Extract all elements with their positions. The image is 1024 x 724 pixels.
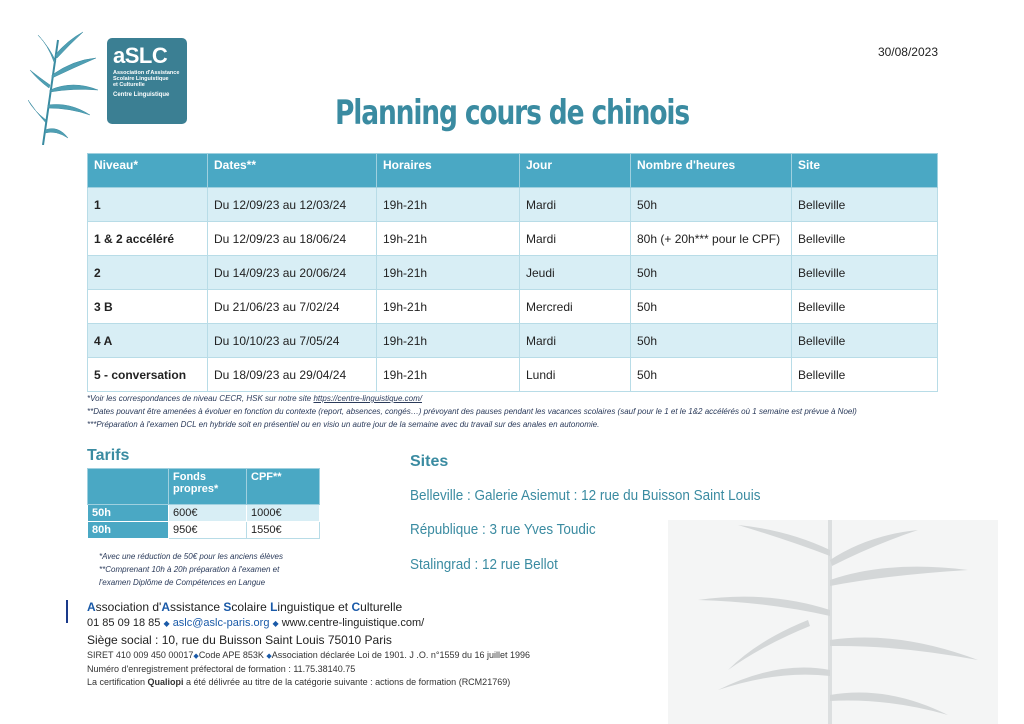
cell-jour: Mardi: [520, 324, 631, 358]
cell-jour: Lundi: [520, 358, 631, 392]
footnote-1-text: *Voir les correspondances de niveau CECR, HSK sur notre site: [87, 394, 314, 403]
header-site: Site: [792, 154, 938, 188]
tarifs-footnotes: [99, 550, 283, 589]
site-republique: République : 3 rue Yves Toudic: [410, 521, 596, 538]
cell-horaires: 19h-21h: [377, 188, 520, 222]
cell-horaires: 19h-21h: [377, 324, 520, 358]
logo-mark: aSLC: [113, 43, 168, 68]
email-link[interactable]: aslc@aslc-paris.org: [172, 617, 270, 629]
diamond-icon: ◆: [272, 619, 279, 628]
org-initial: L: [270, 600, 278, 614]
tarifs-header-cpf: CPF**: [247, 469, 320, 505]
cell-site: Belleville: [792, 290, 938, 324]
cell-dates: Du 12/09/23 au 18/06/24: [208, 222, 377, 256]
qualiopi-brand: Qualiopi: [147, 677, 184, 687]
header-horaires: Horaires: [377, 154, 520, 188]
org-word: inguistique et: [277, 600, 352, 614]
cell-jour: Mardi: [520, 188, 631, 222]
cell-site: Belleville: [792, 358, 938, 392]
website-link-footer[interactable]: www.centre-linguistique.com/: [281, 617, 425, 629]
registration-number: Numéro d'enregistrement préfectoral de formation : 11.75.38140.75: [87, 664, 356, 674]
cell-jour: Mercredi: [520, 290, 631, 324]
page-title: Planning cours de chinois: [335, 93, 689, 133]
cell-dates: Du 21/06/23 au 7/02/24: [208, 290, 377, 324]
tarifs-heading: Tarifs: [87, 447, 130, 464]
siret: SIRET 410 009 450 00017: [87, 650, 194, 660]
document-date: 30/08/2023: [877, 45, 938, 59]
qualiopi-prefix: La certification: [87, 677, 148, 687]
tarif-note-1: *Avec une réduction de 50€ pour les anciens élèves: [99, 552, 283, 561]
cell-horaires: 19h-21h: [377, 222, 520, 256]
tarifs-header-empty: [88, 469, 169, 505]
org-word: ssociation d': [95, 600, 162, 614]
tarif-fonds-propres: 950€: [169, 522, 247, 539]
qualiopi-line: [87, 676, 530, 689]
diamond-icon: ◆: [193, 653, 199, 660]
footnote-1: [87, 392, 857, 405]
cell-heures: 50h: [631, 358, 792, 392]
cell-niveau: 3 B: [88, 290, 208, 324]
cell-heures: 50h: [631, 188, 792, 222]
tarif-cpf: 1550€: [247, 522, 320, 539]
logo-line-1: Association d'Assistance: [113, 70, 180, 76]
ape-code: Code APE 853K: [198, 650, 264, 660]
cell-niveau: 5 - conversation: [88, 358, 208, 392]
cell-dates: Du 18/09/23 au 29/04/24: [208, 358, 377, 392]
cell-jour: Jeudi: [520, 256, 631, 290]
bamboo-decoration-bottom-right: [668, 520, 998, 724]
cell-niveau: 2: [88, 256, 208, 290]
tarifs-header-row: [88, 469, 320, 505]
org-word: colaire: [231, 600, 271, 614]
tarif-note-2: **Comprenant 10h à 20h préparation à l'examen et: [99, 565, 280, 574]
cell-site: Belleville: [792, 188, 938, 222]
org-word: ulturelle: [360, 600, 403, 614]
diamond-icon: ◆: [163, 619, 170, 628]
cell-dates: Du 10/10/23 au 7/05/24: [208, 324, 377, 358]
table-row: [88, 522, 320, 539]
footnote-3: ***Préparation à l'examen DCL en hybride soit en présentiel ou en visio un autre jour de la semaine avec du travail sur des anales en autonomie.: [87, 420, 600, 429]
tarifs-table: [87, 468, 320, 539]
tarif-fonds-propres: 600€: [169, 505, 247, 522]
cell-horaires: 19h-21h: [377, 256, 520, 290]
org-initial: C: [351, 600, 361, 614]
table-row: [88, 358, 938, 392]
legal-line: [87, 649, 530, 663]
cell-horaires: 19h-21h: [377, 358, 520, 392]
contact-line: [87, 615, 530, 632]
schedule-footnotes: [87, 392, 857, 431]
headquarters-address: Siège social : 10, rue du Buisson Saint Louis 75010 Paris: [87, 633, 392, 647]
table-row: [88, 188, 938, 222]
table-row: [88, 324, 938, 358]
cell-niveau: 1: [88, 188, 208, 222]
org-initial: A: [161, 600, 171, 614]
footer: [87, 600, 530, 689]
bamboo-decoration-top-left: [28, 30, 108, 145]
cell-site: Belleville: [792, 324, 938, 358]
header-jour: Jour: [520, 154, 631, 188]
cell-horaires: 19h-21h: [377, 290, 520, 324]
organization-name: [87, 600, 530, 615]
cell-jour: Mardi: [520, 222, 631, 256]
header-niveau: Niveau*: [88, 154, 208, 188]
table-row: [88, 290, 938, 324]
cell-site: Belleville: [792, 256, 938, 290]
header-dates: Dates**: [208, 154, 377, 188]
schedule-table: [87, 153, 938, 392]
association-declaration: Association déclarée Loi de 1901. J .O. n°1559 du 16 juillet 1996: [271, 650, 531, 660]
org-initial: A: [87, 600, 96, 614]
website-link[interactable]: https://centre-linguistique.com/: [313, 394, 422, 403]
org-word: ssistance: [170, 600, 224, 614]
tarif-hours: 80h: [88, 522, 169, 539]
tarifs-header-fonds: Fonds propres*: [169, 469, 247, 505]
header-heures: Nombre d'heures: [631, 154, 792, 188]
table-row: [88, 505, 320, 522]
logo-line-4: Centre Linguistique: [113, 92, 170, 98]
cell-niveau: 1 & 2 accéléré: [88, 222, 208, 256]
tarif-cpf: 1000€: [247, 505, 320, 522]
site-belleville: Belleville : Galerie Asiemut : 12 rue du Buisson Saint Louis: [410, 487, 761, 504]
cell-niveau: 4 A: [88, 324, 208, 358]
phone-number: 01 85 09 18 85: [87, 617, 161, 629]
tarif-note-3: l'examen Diplôme de Compétences en Langue: [99, 578, 266, 587]
cell-heures: 50h: [631, 290, 792, 324]
footer-accent-bar: [66, 600, 68, 623]
qualiopi-suffix: a été délivrée au titre de la catégorie suivante : actions de formation (RCM21769): [183, 677, 511, 687]
site-stalingrad: Stalingrad : 12 rue Bellot: [410, 556, 558, 573]
cell-heures: 50h: [631, 324, 792, 358]
footnote-2: **Dates pouvant être amenées à évoluer en fonction du contexte (report, absences, congés…) prévoyant des pauses pendant les vacances scolaires (sauf pour le 1 et le 1&2 accélérés où 1 semaine est prévue à Noel): [87, 407, 857, 416]
tarif-hours: 50h: [88, 505, 169, 522]
cell-site: Belleville: [792, 222, 938, 256]
logo-line-2: Scolaire Linguistique: [113, 76, 169, 82]
schedule-header-row: [88, 154, 938, 188]
table-row: [88, 222, 938, 256]
table-row: [88, 256, 938, 290]
cell-heures: 50h: [631, 256, 792, 290]
logo-line-3: et Culturelle: [113, 82, 145, 88]
org-initial: S: [223, 600, 232, 614]
sites-heading: Sites: [410, 453, 449, 470]
cell-heures: 80h (+ 20h*** pour le CPF): [631, 222, 792, 256]
diamond-icon: ◆: [266, 653, 272, 660]
cell-dates: Du 12/09/23 au 12/03/24: [208, 188, 377, 222]
cell-dates: Du 14/09/23 au 20/06/24: [208, 256, 377, 290]
